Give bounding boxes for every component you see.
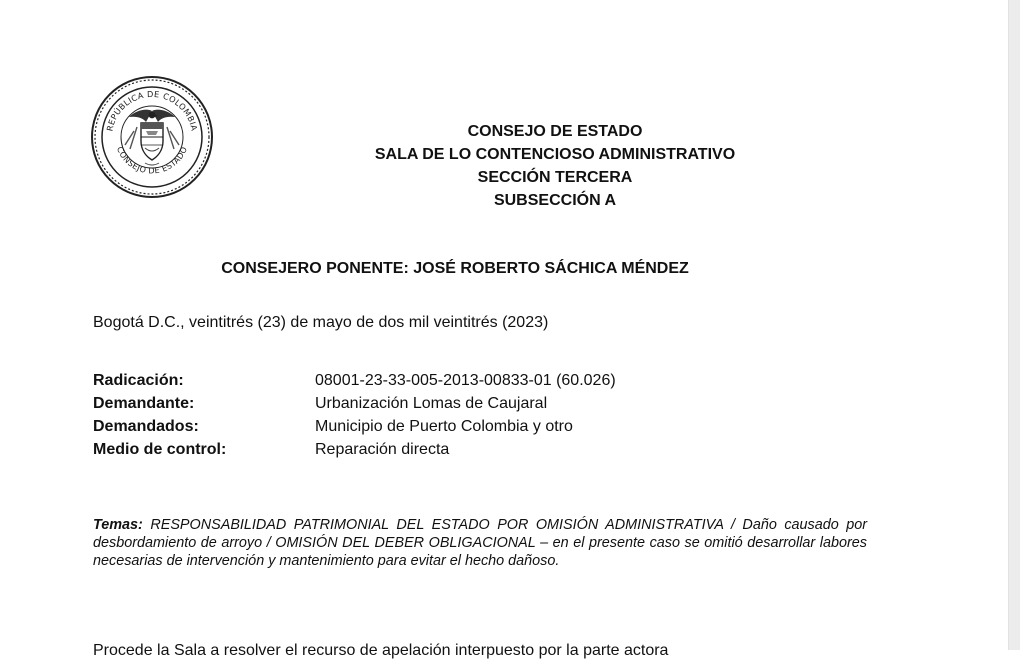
case-info-row (93, 395, 616, 418)
document-date: Bogotá D.C., veintitrés (23) de mayo de dos mil veintitrés (2023) (93, 314, 549, 331)
case-info-label: Radicación: (93, 372, 184, 389)
scrollbar-track[interactable] (1008, 0, 1020, 650)
heading-line-4: SUBSECCIÓN A (493, 192, 617, 209)
case-info-label: Demandante: (93, 395, 195, 412)
heading-line-3: SECCIÓN TERCERA (477, 169, 633, 186)
case-info-value: Urbanización Lomas de Caujaral (315, 395, 548, 412)
heading-line-1: CONSEJO DE ESTADO (467, 123, 643, 140)
coat-of-arms-seal-icon (90, 75, 214, 199)
temas-paragraph (93, 516, 867, 570)
seal-bottom-text: CONSEJO DE ESTADO (114, 145, 190, 176)
seal-top-text: REPÚBLICA DE COLOMBIA (104, 88, 200, 132)
case-info-label: Demandados: (93, 418, 199, 435)
temas-label: Temas: (93, 517, 143, 533)
case-info-label: Medio de control: (93, 441, 227, 458)
case-info-row (93, 418, 616, 441)
case-info-table (93, 372, 616, 464)
case-info-row (93, 372, 616, 395)
heading-line-2: SALA DE LO CONTENCIOSO ADMINISTRATIVO (374, 146, 736, 163)
case-info-value: 08001-23-33-005-2013-00833-01 (60.026) (315, 372, 616, 389)
court-heading (290, 120, 820, 212)
temas-text: RESPONSABILIDAD PATRIMONIAL DEL ESTADO POR OMISIÓN ADMINISTRATIVA / Daño causado por desbordamiento de arroyo / OMISIÓN DEL DEBER OBLIGACIONAL – en el presente caso se omitió desarrollar labores necesarias de intervención y mantenimiento para evitar el hecho dañoso. (93, 517, 867, 569)
case-info-value: Municipio de Puerto Colombia y otro (315, 418, 573, 435)
case-info-row (93, 441, 616, 464)
case-info-value: Reparación directa (315, 441, 450, 458)
consejero-ponente: CONSEJERO PONENTE: JOSÉ ROBERTO SÁCHICA MÉNDEZ (221, 260, 689, 277)
body-paragraph-cut: Procede la Sala a resolver el recurso de apelación interpuesto por la parte actora (93, 642, 669, 659)
